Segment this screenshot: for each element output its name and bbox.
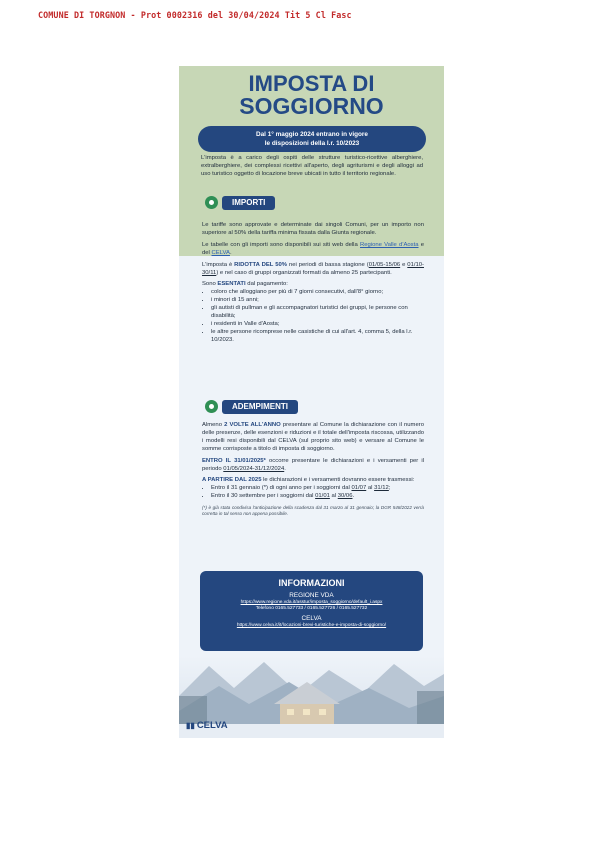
deadline-list	[202, 485, 424, 501]
adempimenti-p2: ENTRO IL 31/01/2025* occorre presentare le dichiarazioni e i versamenti per il periodo 01/05/2024-31/12/2024.	[202, 457, 425, 472]
list-item: • i minori di 15 anni;	[211, 297, 424, 305]
info-telefono: Telefono 0165.527733 / 0165.527726 / 0165.527732	[255, 606, 368, 611]
flyer	[179, 66, 444, 738]
list-item: • Entro il 30 settembre per i soggiorni dal 01/01 al 30/06.	[211, 493, 424, 501]
importi-p4: Sono ESENTATI dal pagamento:	[202, 281, 288, 288]
list-item: • Entro il 31 gennaio (*) di ogni anno per i soggiorni dal 01/07 al 31/12;	[211, 485, 424, 493]
flyer-title-line2: SOGGIORNO	[239, 93, 384, 119]
section-adempimenti	[205, 398, 298, 415]
location-pin-icon	[205, 196, 218, 209]
celva-logo	[186, 720, 228, 731]
list-item: • i residenti in Valle d'Aosta;	[211, 321, 424, 329]
exemption-list	[202, 289, 424, 344]
importi-p2: Le tabelle con gli importi sono disponibili sui siti web della Regione Valle d'Aosta e del CELVA.	[202, 241, 425, 256]
list-item: • le altre persone ricomprese nelle casistiche di cui all'art. 4, comma 5, della l.r. 10/2023.	[211, 329, 424, 345]
info-heading: INFORMAZIONI	[278, 578, 345, 588]
adempimenti-p3: A PARTIRE DAL 2025 le dichiarazioni e i versamenti dovranno essere trasmessi:	[202, 477, 415, 484]
adempimenti-p1: Almeno 2 VOLTE ALL'ANNO presentare al Comune la dichiarazione con il numero delle presenze, delle esenzioni e riduzioni e il totale dell'imposta riscossa, utilizzando i modelli resi disponibili dal CELVA (sul proprio sito web) e versare al Comune le somme corrisposte a titolo di imposta di soggiorno.	[202, 422, 424, 452]
celva-logo-icon: ▮▮	[186, 721, 195, 730]
adempimenti-heading: ADEMPIMENTI	[222, 400, 298, 414]
intro-paragraph: L'imposta è a carico degli ospiti delle strutture turistico-ricettive alberghiere, extralberghiere, dei complessi ricettivi all'aperto, degli agriturismi e degli alloggi ad uso turistico oggetto di locazione breve ubicati in tutto il territorio regionale.	[201, 155, 423, 177]
location-pin-icon	[205, 400, 218, 413]
importi-heading: IMPORTI	[222, 196, 275, 210]
info-regione: REGIONE VDA	[289, 592, 334, 599]
section-importi	[205, 194, 275, 211]
flyer-title-line1: IMPOSTA DI	[248, 71, 375, 96]
banner-line1: Dal 1° maggio 2024 entrano in vigore	[256, 131, 368, 138]
info-celva: CELVA	[301, 615, 322, 622]
protocol-stamp: COMUNE DI TORGNON - Prot 0002316 del 30/04/2024 Tit 5 Cl Fasc	[38, 10, 352, 20]
importi-p3: L'imposta è RIDOTTA DEL 50% nei periodi di bassa stagione (01/05-15/06 e 01/10-30/11) e nel caso di gruppi organizzati formati da almeno 25 partecipanti.	[202, 261, 424, 276]
regione-url-link[interactable]: https://www.regione.vda.it/asstur/imposta_soggiorno/default_i.aspx	[240, 600, 383, 605]
list-item: • coloro che alloggiano per più di 7 giorni consecutivi, dall'8° giorno;	[211, 289, 424, 297]
regione-link[interactable]: Regione Valle d'Aosta	[360, 241, 419, 248]
effective-date-banner	[198, 126, 426, 152]
banner-line2: le disposizioni della l.r. 10/2023	[264, 140, 360, 147]
list-item: • gli autisti di pullman e gli accompagnatori turistici dei gruppi, le persone con disabilità;	[211, 305, 424, 321]
importi-p1: Le tariffe sono approvate e determinate dai singoli Comuni, per un importo non superiore al 50% della tariffa minima fissata dalla Giunta regionale.	[202, 222, 424, 236]
info-box	[200, 571, 423, 651]
adempimenti-body	[202, 422, 424, 521]
footnote: (*) è già stata condivisa l'anticipazione della scadenza dal 31 marzo al 31 gennaio; la DGR 548/2022 verrà corretta in tal senso non appena possibile.	[202, 505, 424, 517]
celva-url-link[interactable]: https://www.celva.it/it/locazioni-brevi-turistiche-e-imposta-di-soggiorno/	[236, 623, 387, 628]
celva-link[interactable]: CELVA	[211, 249, 230, 256]
importi-body	[202, 222, 424, 349]
celva-logo-text: CELVA	[196, 720, 228, 731]
